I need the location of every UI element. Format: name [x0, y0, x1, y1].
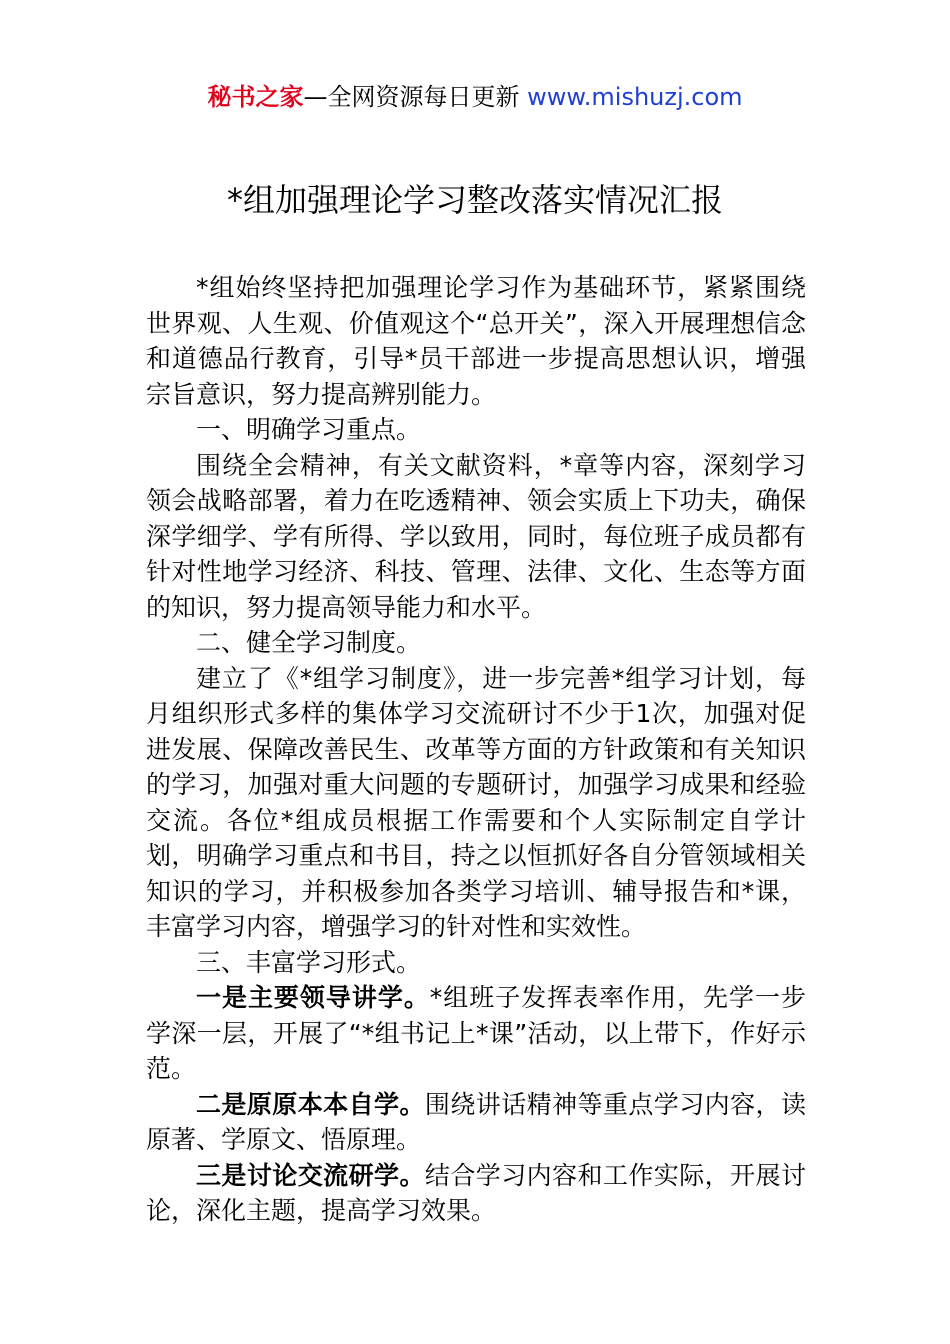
- paragraph-item-2: 二是原原本本自学。围绕讲话精神等重点学习内容，读原著、学原文、悟原理。: [146, 1089, 806, 1154]
- section-heading-3: 三、丰富学习形式。: [196, 947, 422, 977]
- section-heading-2: 二、健全学习制度。: [196, 628, 422, 657]
- paragraph-item-1: 一是主要领导讲学。*组班子发挥表率作用，先学一步学深一层，开展了“*组书记上*课”活动，以上带下，作好示范。: [146, 983, 806, 1083]
- item-lead-1: 一是主要领导讲学。: [196, 983, 430, 1012]
- paragraph-intro: *组始终坚持把加强理论学习作为基础环节，紧紧围绕世界观、人生观、价值观这个“总开关”，深入开展理想信念和道德品行教育，引导*员干部进一步提高思想认识，增强宗旨意识，努力提高辨别能力。: [146, 273, 806, 409]
- site-url-link[interactable]: www.mishuzj.com: [527, 83, 743, 111]
- paragraph-section-2: 建立了《*组学习制度》，进一步完善*组学习计划，每月组织形式多样的集体学习交流研讨不少于1次，加强对促进发展、保障改善民生、改革等方面的方针政策和有关知识的学习，加强对重大问题的专题研讨，加强学习成果和经验交流。各位*组成员根据工作需要和个人实际制定自学计划，明确学习重点和书目，持之以恒抓好各自分管领域相关知识的学习，并积极参加各类学习培训、辅导报告和*课，丰富学习内容，增强学习的针对性和实效性。: [146, 663, 806, 941]
- paragraph-section-1: 围绕全会精神，有关文献资料，*章等内容，深刻学习领会战略部署，着力在吃透精神、领会实质上下功夫，确保深学细学、学有所得、学以致用，同时，每位班子成员都有针对性地学习经济、科技、管理、法律、文化、生态等方面的知识，努力提高领导能力和水平。: [146, 450, 806, 622]
- site-header: [0, 80, 950, 114]
- item-lead-2: 二是原原本本自学。: [196, 1089, 425, 1119]
- section-heading-1: 一、明确学习重点。: [196, 415, 422, 444]
- document-body: [146, 270, 806, 1229]
- site-brand: 秘书之家: [207, 83, 304, 111]
- site-tagline: —全网资源每日更新: [303, 83, 528, 111]
- document-title: *组加强理论学习整改落实情况汇报: [226, 181, 723, 219]
- paragraph-item-3: 三是讨论交流研学。结合学习内容和工作实际，开展讨论，深化主题，提高学习效果。: [146, 1160, 806, 1225]
- item-lead-3: 三是讨论交流研学。: [196, 1160, 425, 1190]
